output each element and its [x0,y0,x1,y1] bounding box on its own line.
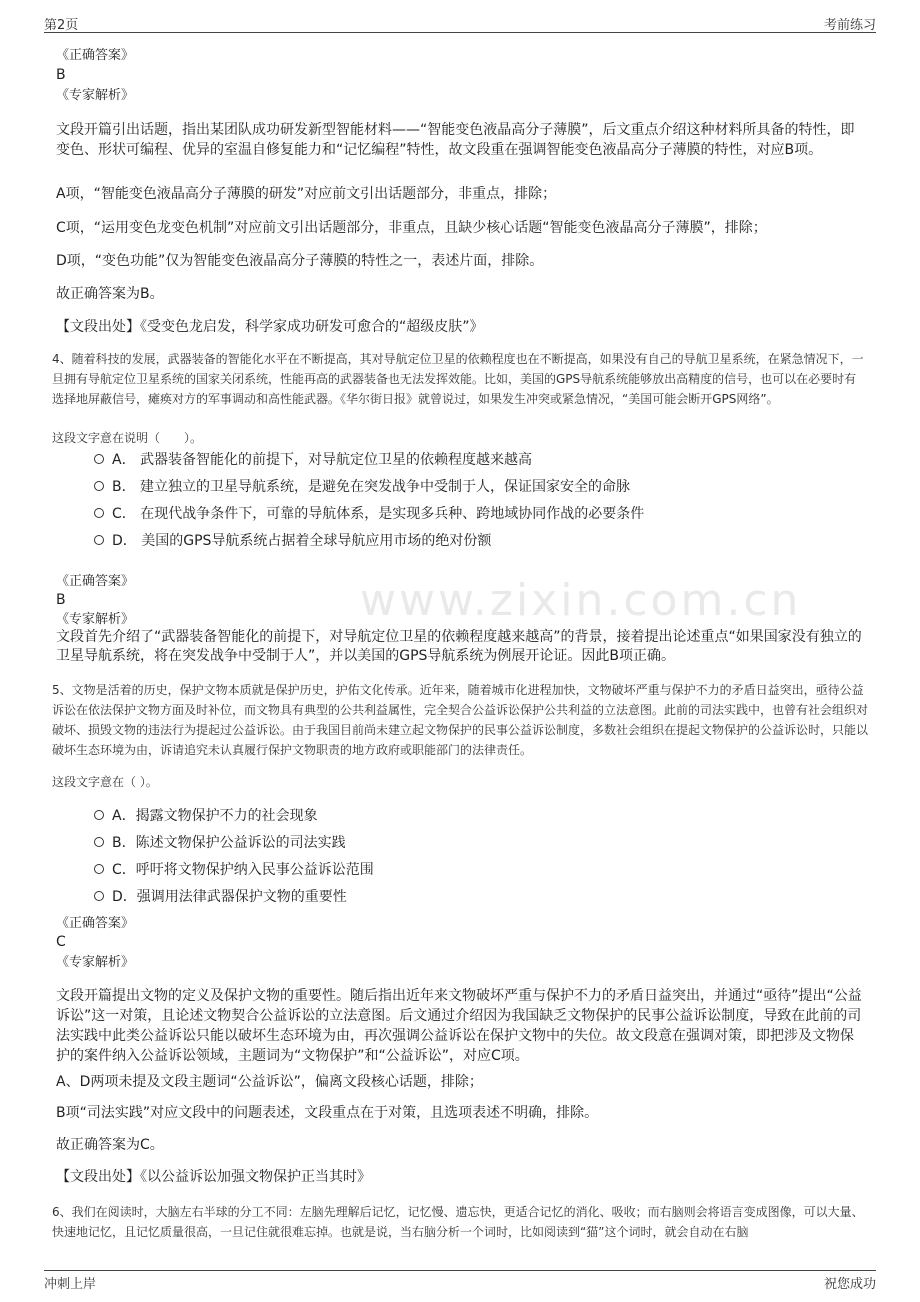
q4-option-b[interactable]: B． 建立独立的卫星导航系统，是避免在突发战争中受制于人，保证国家安全的命脉 [94,477,630,497]
q3-answer-label: 《正确答案》 [56,48,135,63]
q5-stem: 5、文物是活着的历史，保护文物本质就是保护历史，护佑文化传承。近年来，随着城市化进程加快，文物破坏严重与保护不力的矛盾日益突出，亟待公益诉讼在依法保护文物方面及时补位，而文物具有典型的公共利益属性，完全契合公益诉讼保护公共利益的立法意图。此前的司法实践中，也曾有社会组织对破坏、损毁文物的违法行为提起过公益诉讼。由于我国目前尚未建立起文物保护的民事公益诉讼制度，多数社会组织在提起文物保护的公益诉讼时，只能以破坏生态环境为由，诉请追究未认真履行保护文物职责的地方政府或职能部门的法律责任。 [52,683,869,757]
q5-analysis-para: 故正确答案为C。 [56,1137,164,1153]
q5-option-c[interactable]: C．呼吁将文物保护纳入民事公益诉讼范围 [94,860,374,880]
q4-answer-label: 《正确答案》 [56,574,135,589]
q3-answer: B [56,67,66,83]
q4-answer: B [56,592,66,608]
q4-analysis-label: 《专家解析》 [56,612,135,627]
q4-stem: 4、随着科技的发展，武器装备的智能化水平在不断提高，其对导航定位卫星的依赖程度也在不断提高，如果没有自己的导航卫星系统，在紧急情况下，一旦拥有导航定位卫星系统的国家关闭系统，性能再高的武器装备也无法发挥效能。比如，美国的GPS导航系统能够放出高精度的信号，也可以在必要时有选择地屏蔽信号，瘫痪对方的军事调动和高性能武器。《华尔街日报》就曾说过，如果发生冲突或紧急情况，“美国可能会断开GPS网络”。 [52,352,864,406]
q5-answer-label: 《正确答案》 [56,916,135,931]
q5-analysis-para: 文段开篇提出文物的定义及保护文物的重要性。随后指出近年来文物破坏严重与保护不力的矛盾日益突出，并通过“亟待”提出“公益诉讼”这一对策，且论述文物契合公益诉讼的立法意图。后文通过介绍因为我国缺乏文物保护的民事公益诉讼制度，导致在此前的司法实践中此类公益诉讼只能以破坏生态环境为由，再次强调公益诉讼在保护文物中的失位。故文段意在强调对策，即把涉及文物保护的案件纳入公益诉讼领域，主题词为“文物保护”和“公益诉讼”，对应C项。 [56,988,862,1064]
q5-option-d[interactable]: D．强调用法律武器保护文物的重要性 [94,887,347,907]
q3-analysis-para: 文段开篇引出话题，指出某团队成功研发新型智能材料——“智能变色液晶高分子薄膜”，后文重点介绍这种材料所具备的特性，即变色、形状可编程、优异的室温自修复能力和“记忆编程”特性，故文段重在强调智能变色液晶高分子薄膜的特性，对应B项。 [56,122,855,158]
page-header [44,12,876,33]
radio-icon[interactable] [94,481,104,491]
radio-icon[interactable] [94,837,104,847]
q5-source: 【文段出处】《以公益诉讼加强文物保护正当其时》 [56,1169,371,1185]
q3-analysis-para: A项，“智能变色液晶高分子薄膜的研发”对应前文引出话题部分，非重点，排除； [56,186,557,202]
radio-icon[interactable] [94,891,104,901]
q5-analysis-label: 《专家解析》 [56,955,135,970]
footer-left: 冲刺上岸 [44,1277,97,1292]
q3-analysis-label: 《专家解析》 [56,88,135,103]
q5-analysis-para: B项“司法实践”对应文段中的问题表述，文段重点在于对策，且选项表述不明确，排除。 [56,1105,599,1121]
watermark: www.zixin.com.cn [360,575,802,626]
radio-icon[interactable] [94,864,104,874]
radio-icon[interactable] [94,810,104,820]
radio-icon[interactable] [94,508,104,518]
q4-option-a[interactable]: A． 武器装备智能化的前提下，对导航定位卫星的依赖程度越来越高 [94,450,532,470]
q4-option-c[interactable]: C． 在现代战争条件下，可靠的导航体系，是实现多兵种、跨地域协同作战的必要条件 [94,504,644,524]
q4-question: 这段文字意在说明（ ）。 [52,431,203,445]
q5-analysis-para: A、D两项未提及文段主题词“公益诉讼”，偏离文段核心话题，排除； [56,1074,483,1090]
q3-source: 【文段出处】《受变色龙启发，科学家成功研发可愈合的“超级皮肤”》 [56,319,484,335]
q5-option-a[interactable]: A．揭露文物保护不力的社会现象 [94,806,318,826]
q6-stem: 6、我们在阅读时，大脑左右半球的分工不同：左脑先理解后记忆，记忆慢、遗忘快，更适合记忆的消化、吸收；而右脑则会将语言变成图像，可以大量、快速地记忆，且记忆质量很高，一旦记住就很难忘掉。也就是说，当右脑分析一个词时，比如阅读到“猫”这个词时，就会自动在右脑 [52,1205,864,1239]
footer-right: 祝您成功 [823,1277,876,1292]
q3-analysis-para: D项，“变色功能”仅为智能变色液晶高分子薄膜的特性之一，表述片面，排除。 [56,253,544,269]
q3-analysis-para: 故正确答案为B。 [56,286,164,302]
q4-option-d[interactable]: D． 美国的GPS导航系统占据着全球导航应用市场的绝对份额 [94,531,491,551]
q5-question: 这段文字意在（ ）。 [52,775,158,789]
header-title: 考前练习 [823,18,876,33]
q5-answer: C [56,934,66,950]
q4-analysis: 文段首先介绍了“武器装备智能化的前提下，对导航定位卫星的依赖程度越来越高”的背景，接着提出论述重点“如果国家没有独立的卫星导航系统，将在突发战争中受制于人”，并以美国的GPS导航系统为例展开论证。因此B项正确。 [56,629,862,664]
radio-icon[interactable] [94,535,104,545]
q5-option-b[interactable]: B．陈述文物保护公益诉讼的司法实践 [94,833,346,853]
q3-analysis-para: C项，“运用变色龙变色机制”对应前文引出话题部分，非重点，且缺少核心话题“智能变色液晶高分子薄膜”，排除； [56,220,767,236]
page-footer [44,1270,876,1292]
radio-icon[interactable] [94,454,104,464]
page-number: 第2页 [44,18,79,33]
